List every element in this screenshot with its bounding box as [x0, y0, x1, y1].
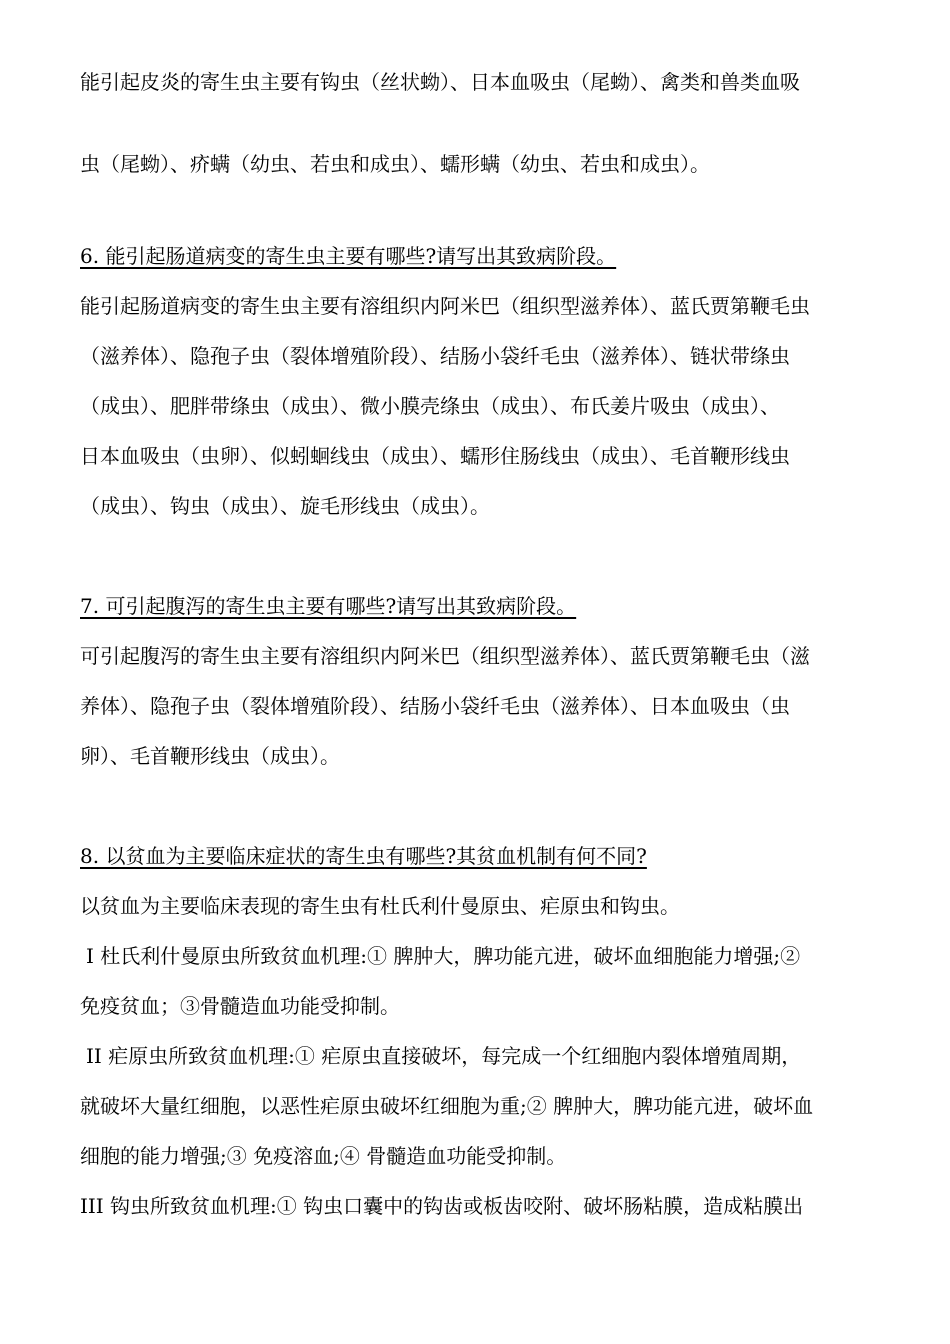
mechanism-line: 细胞的能力增强;③ 免疫溶血;④ 骨髓造血功能受抑制。: [80, 1144, 567, 1168]
answer-line: 能引起肠道病变的寄生虫主要有溶组织内阿米巴（组织型滋养体）、蓝氏贾第鞭毛虫: [80, 294, 810, 318]
answer-line: 日本血吸虫（虫卵）、似蚓蛔线虫（成虫）、蠕形住肠线虫（成虫）、毛首鞭形线虫: [80, 444, 790, 468]
answer-line: （滋养体）、隐孢子虫（裂体增殖阶段）、结肠小袋纤毛虫（滋养体）、链状带绦虫: [80, 344, 790, 368]
mechanism-line: 免疫贫血；③骨髓造血功能受抑制。: [80, 994, 400, 1018]
question-heading-8: 8. 以贫血为主要临床症状的寄生虫有哪些?其贫血机制有何不同?: [80, 844, 647, 868]
mechanism-line: II 疟原虫所致贫血机理:① 疟原虫直接破坏，每完成一个红细胞内裂体增殖周期，: [86, 1044, 802, 1068]
paragraph-line: 虫（尾蚴）、疥螨（幼虫、若虫和成虫）、蠕形螨（幼虫、若虫和成虫）。: [80, 152, 710, 176]
answer-line: （成虫）、肥胖带绦虫（成虫）、微小膜壳绦虫（成虫）、布氏姜片吸虫（成虫）、: [80, 394, 780, 418]
answer-line: 以贫血为主要临床表现的寄生虫有杜氏利什曼原虫、疟原虫和钩虫。: [80, 894, 680, 918]
answer-line: 可引起腹泻的寄生虫主要有溶组织内阿米巴（组织型滋养体）、蓝氏贾第鞭毛虫（滋: [80, 644, 810, 668]
answer-line: （成虫）、钩虫（成虫）、旋毛形线虫（成虫）。: [80, 494, 490, 518]
answer-line: 卵）、毛首鞭形线虫（成虫）。: [80, 744, 340, 768]
paragraph-line: 能引起皮炎的寄生虫主要有钩虫（丝状蚴）、日本血吸虫（尾蚴）、禽类和兽类血吸: [80, 70, 800, 94]
question-heading-6: 6. 能引起肠道病变的寄生虫主要有哪些?请写出其致病阶段。: [80, 244, 617, 268]
answer-line: 养体）、隐孢子虫（裂体增殖阶段）、结肠小袋纤毛虫（滋养体）、日本血吸虫（虫: [80, 694, 790, 718]
mechanism-line: III 钩虫所致贫血机理:① 钩虫口囊中的钩齿或板齿咬附、破坏肠粘膜，造成粘膜出: [80, 1194, 804, 1218]
mechanism-line: I 杜氏利什曼原虫所致贫血机理:① 脾肿大，脾功能亢进，破坏血细胞能力增强;②: [86, 944, 801, 968]
question-heading-7: 7. 可引起腹泻的寄生虫主要有哪些?请写出其致病阶段。: [80, 594, 577, 618]
mechanism-line: 就破坏大量红细胞，以恶性疟原虫破坏红细胞为重;② 脾肿大，脾功能亢进，破坏血: [80, 1094, 814, 1118]
